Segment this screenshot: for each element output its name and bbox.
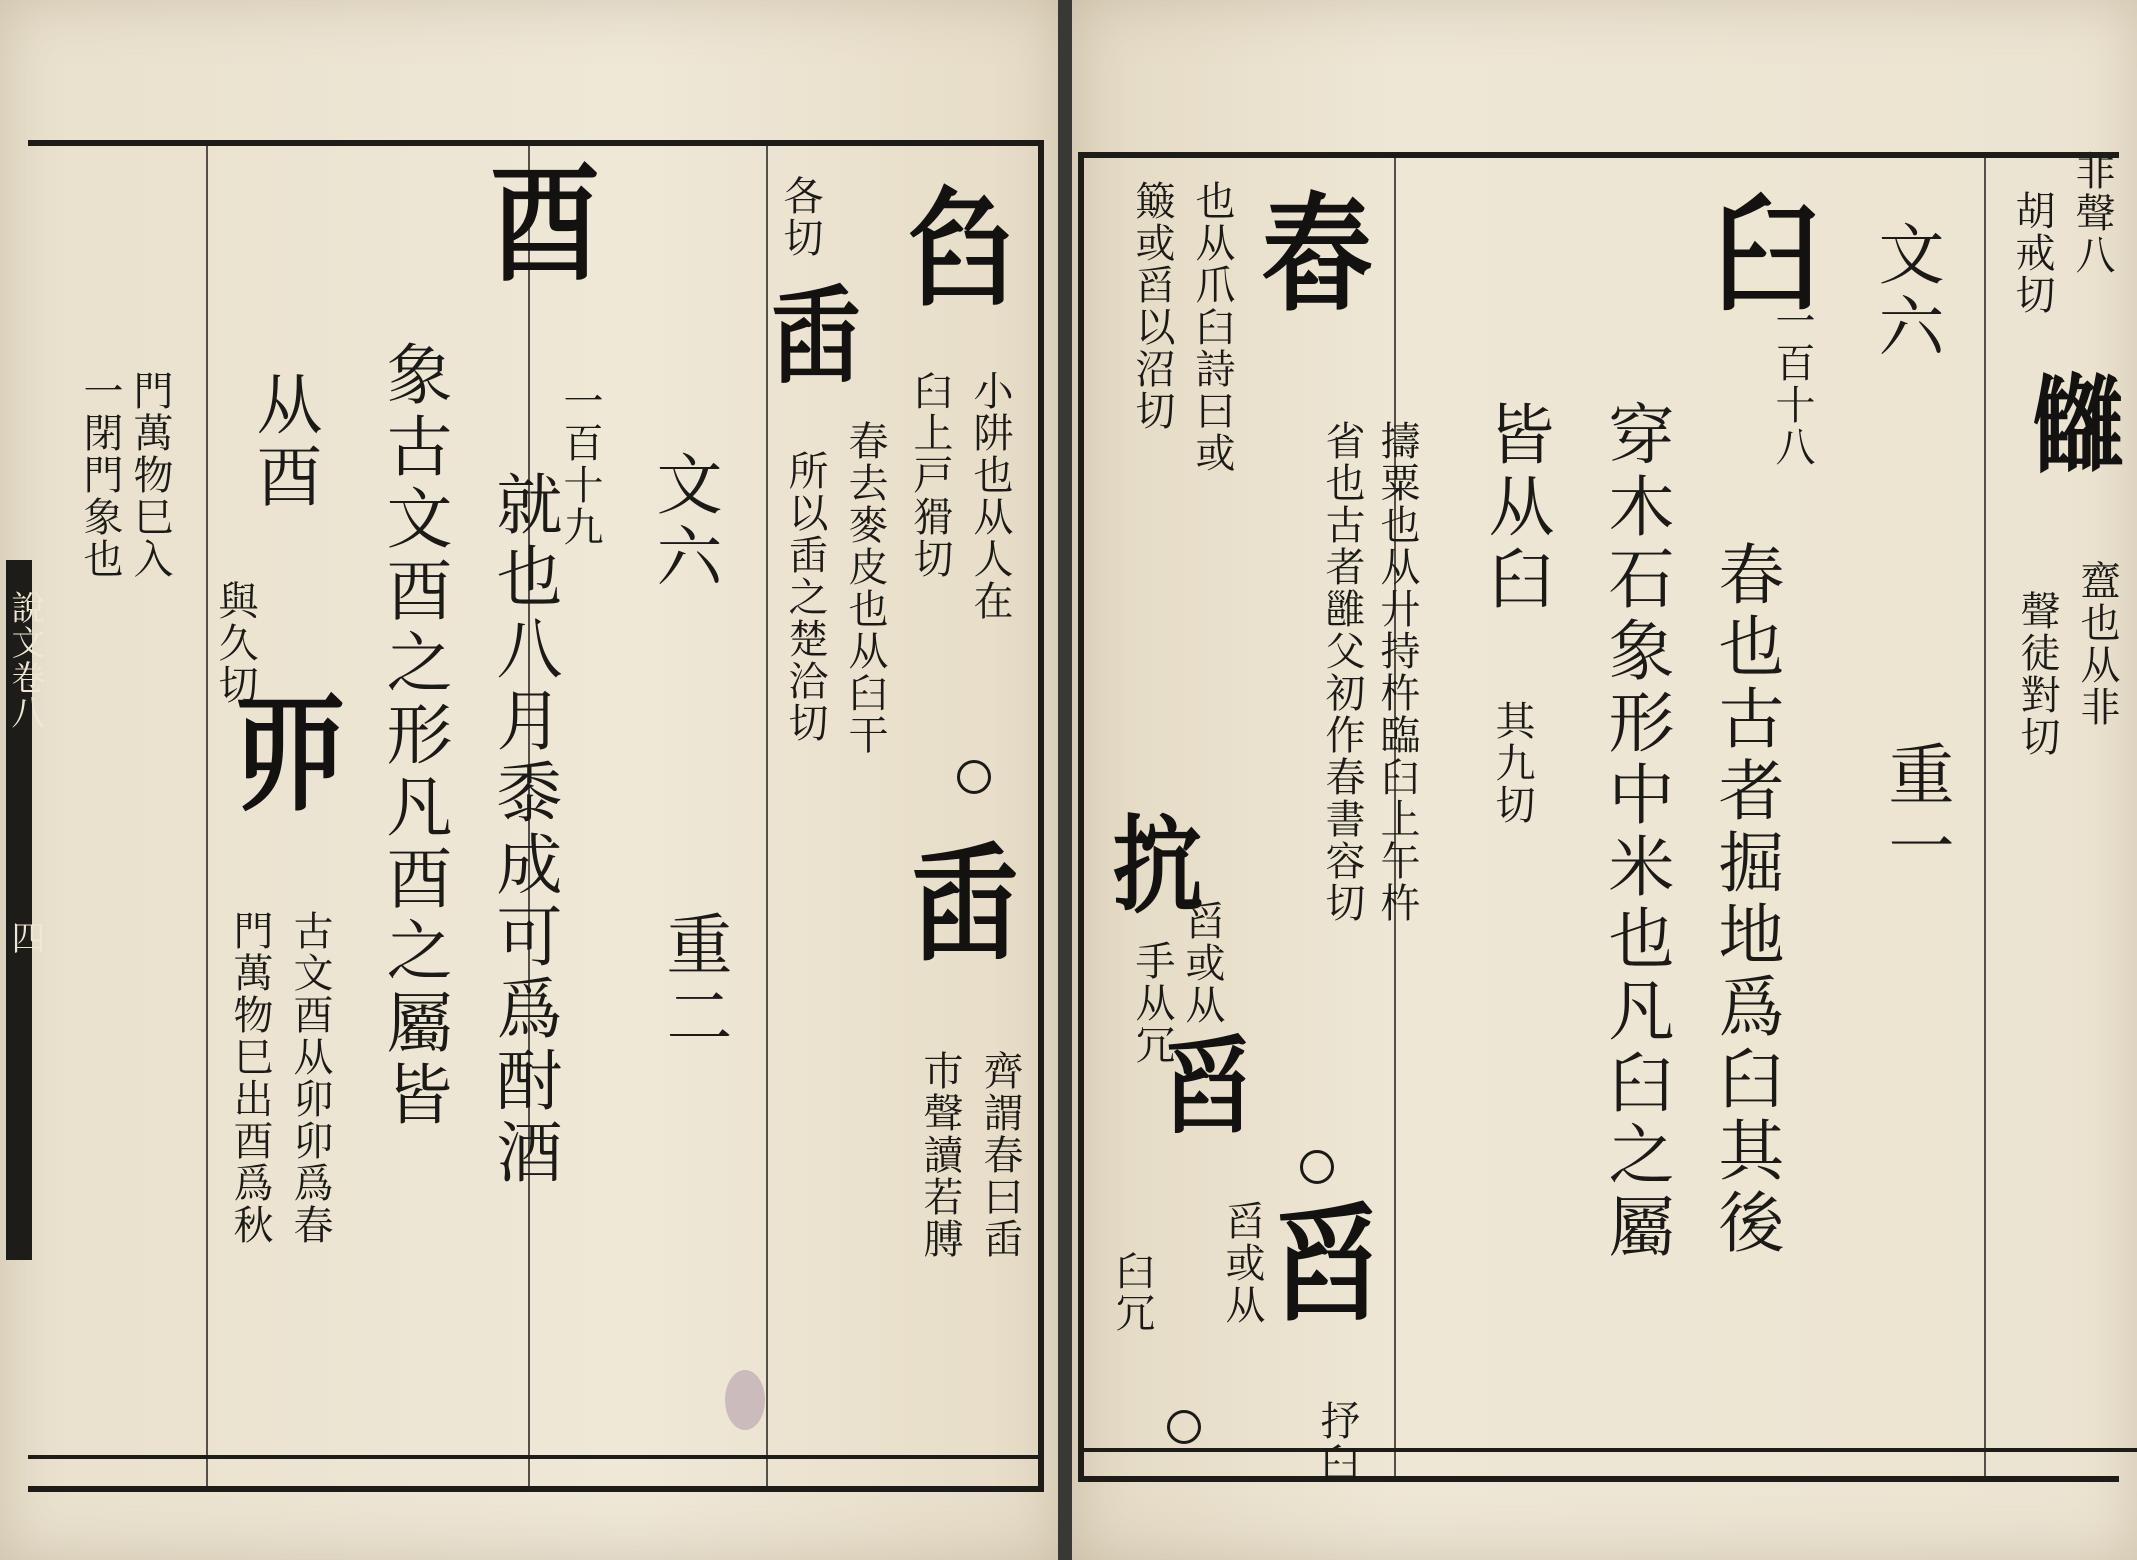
- column-rule: [1984, 158, 1986, 1476]
- text-column: 春去麥皮也从臼干: [842, 420, 888, 756]
- text-column: 臼上戸猾切: [907, 370, 953, 580]
- seal-character: 𩁗: [2032, 363, 2125, 489]
- seal-character: 抭: [1112, 803, 1205, 929]
- bottom-rule: [1078, 1448, 2137, 1452]
- radical-number: 一百十八: [1769, 300, 1815, 468]
- left-page: [0, 0, 1062, 1560]
- section-count: 重一: [1877, 740, 1954, 884]
- folio-number: 四: [5, 920, 45, 955]
- section-count: 文六: [1867, 220, 1944, 364]
- text-column: 所以臿之楚洽切: [782, 450, 828, 744]
- margin-tab-text: 說文卷八: [5, 590, 45, 730]
- seal-character: 酉: [490, 150, 600, 299]
- seal-character: 臿: [910, 830, 1020, 979]
- ink-stain: [725, 1370, 765, 1430]
- text-column: 巿聲讀若膊: [917, 1050, 963, 1260]
- text-column: 一閉門象也: [77, 370, 123, 580]
- text-column: 其九切: [1489, 700, 1535, 826]
- text-column: 與久切: [212, 580, 258, 706]
- text-column: 春也古者掘地爲臼其後: [1707, 540, 1784, 1260]
- text-column: 各切: [777, 175, 823, 259]
- radical-number: 一百十九: [557, 380, 603, 548]
- text-column: 齍也从非: [2074, 560, 2120, 728]
- text-column: 舀或从: [1179, 900, 1225, 1026]
- text-column: 穿木石象形中米也凡臼之屬: [1597, 400, 1674, 1264]
- seal-character: 臽: [908, 175, 1018, 324]
- text-column: 小阱也从人在: [967, 370, 1013, 622]
- text-column: 皆从臼: [1477, 400, 1554, 616]
- seal-character: 丣: [235, 680, 345, 829]
- text-column: 也从爪臼詩曰或: [1189, 180, 1235, 474]
- seal-character: 舀: [1272, 1190, 1382, 1339]
- text-column: 擣粟也从廾持杵臨臼上午杵: [1374, 420, 1420, 924]
- text-column: 省也古者雝父初作春書容切: [1319, 420, 1365, 924]
- text-column: 抒臼: [1314, 1400, 1360, 1484]
- text-column: 簸或舀以沼切: [1129, 180, 1175, 432]
- column-rule: [766, 146, 768, 1486]
- right-page: [1072, 0, 2137, 1560]
- section-count: 文六: [645, 450, 722, 594]
- text-column: 臼冗: [1109, 1250, 1155, 1334]
- column-rule: [206, 146, 208, 1486]
- text-column: 胡戒切: [2009, 190, 2055, 316]
- text-column: 从酉: [245, 370, 322, 514]
- seal-character: 臿: [770, 273, 863, 399]
- seal-character: 舂: [1262, 180, 1372, 329]
- circle-mark: [1167, 1410, 1201, 1444]
- bottom-rule: [28, 1455, 1044, 1459]
- section-count: 重二: [655, 910, 732, 1054]
- text-column: 門萬物巳出酉爲秋: [227, 910, 273, 1246]
- circle-mark: [1300, 1150, 1334, 1184]
- circle-mark: [957, 760, 991, 794]
- text-column: 聲徒對切: [2014, 590, 2060, 758]
- text-column: 古文酉从卯卯爲春: [287, 910, 333, 1246]
- text-column: 非聲八: [2069, 150, 2115, 276]
- text-column: 象古文酉之形凡酉之屬皆: [375, 340, 452, 1132]
- seal-character: 臼: [1712, 180, 1822, 329]
- text-column: 齊謂春曰臿: [977, 1050, 1023, 1260]
- text-column: 門萬物巳入: [127, 370, 173, 580]
- seal-character: 舀: [1162, 1023, 1255, 1149]
- text-column: 舀或从: [1219, 1200, 1265, 1326]
- text-column: 就也八月黍成可爲酎酒: [485, 470, 562, 1190]
- text-column: 手从冗: [1129, 940, 1175, 1066]
